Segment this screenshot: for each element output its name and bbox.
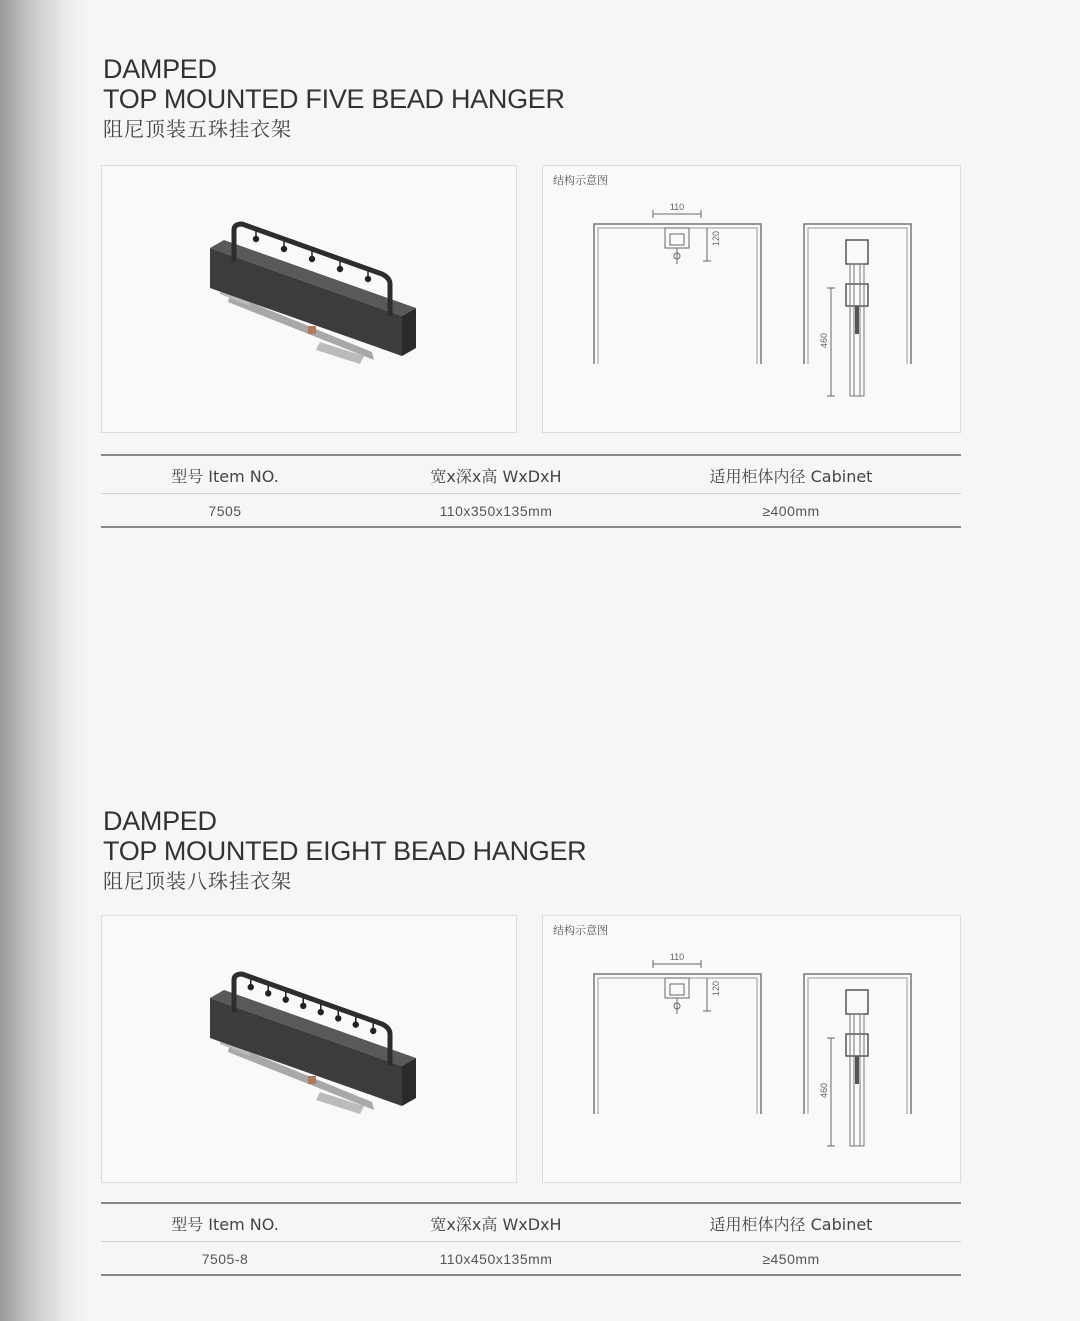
bead: [370, 1028, 376, 1034]
diagram-label: 结构示意图: [553, 174, 608, 187]
value-item-no: 7505-8: [201, 1251, 249, 1267]
bead: [365, 276, 371, 282]
diagram-drawing: [543, 166, 962, 434]
table-rule-mid: [101, 493, 961, 494]
header-dimensions: 宽x深x高 WxDxH: [430, 1215, 562, 1234]
hanger-body-end: [402, 308, 416, 356]
product-photo: [101, 915, 517, 1183]
value-dimensions: 110x450x135mm: [439, 1251, 553, 1267]
dim-depth-label: 460: [819, 332, 829, 348]
header-item-no: 型号 Item NO.: [171, 1215, 279, 1234]
hanger-illustration: [102, 166, 518, 434]
product-heading: [103, 806, 586, 896]
bead: [281, 246, 287, 252]
table-rule-mid: [101, 1241, 961, 1242]
bead: [318, 1009, 324, 1015]
structure-diagram: [542, 165, 961, 433]
header-cabinet: 适用柜体内径 Cabinet: [709, 1215, 873, 1234]
table-rule-top: [101, 1202, 961, 1204]
bead: [309, 256, 315, 262]
title-line-1: DAMPED: [103, 54, 217, 84]
bead: [300, 1003, 306, 1009]
value-cabinet: ≥400mm: [762, 503, 820, 519]
dim-width-label: 110: [669, 202, 685, 212]
bead: [337, 266, 343, 272]
bead: [265, 990, 271, 996]
page-edge-shadow: [0, 0, 90, 1321]
hanger-body-end: [402, 1058, 416, 1106]
damper: [308, 1076, 316, 1084]
structure-diagram: [542, 915, 961, 1183]
table-rule-bottom: [101, 1274, 961, 1276]
damper: [308, 326, 316, 334]
dim-width-label: 110: [669, 952, 685, 962]
bead: [248, 984, 254, 990]
diagram-drawing: [543, 916, 962, 1184]
value-dimensions: 110x350x135mm: [439, 503, 553, 519]
header-dimensions: 宽x深x高 WxDxH: [430, 467, 562, 486]
bead: [335, 1015, 341, 1021]
title-line-2: TOP MOUNTED EIGHT BEAD HANGER: [103, 836, 587, 866]
hanger-illustration: [102, 916, 518, 1184]
diagram-label: 结构示意图: [553, 924, 608, 937]
title-chinese: 阻尼顶装五珠挂衣架: [103, 117, 292, 141]
value-item-no: 7505: [208, 503, 242, 519]
dim-height-label: 120: [711, 980, 721, 996]
title-line-2: TOP MOUNTED FIVE BEAD HANGER: [103, 84, 565, 114]
product-photo: [101, 165, 517, 433]
header-cabinet: 适用柜体内径 Cabinet: [709, 467, 873, 486]
title-chinese: 阻尼顶装八珠挂衣架: [103, 869, 292, 893]
dim-height-label: 120: [711, 230, 721, 246]
value-cabinet: ≥450mm: [762, 1251, 820, 1267]
title-line-1: DAMPED: [103, 806, 217, 836]
table-rule-bottom: [101, 526, 961, 528]
product-heading: [103, 54, 565, 144]
bead: [283, 996, 289, 1002]
bead: [353, 1021, 359, 1027]
table-rule-top: [101, 454, 961, 456]
bead: [253, 236, 259, 242]
dim-depth-label: 460: [819, 1082, 829, 1098]
header-item-no: 型号 Item NO.: [171, 467, 279, 486]
